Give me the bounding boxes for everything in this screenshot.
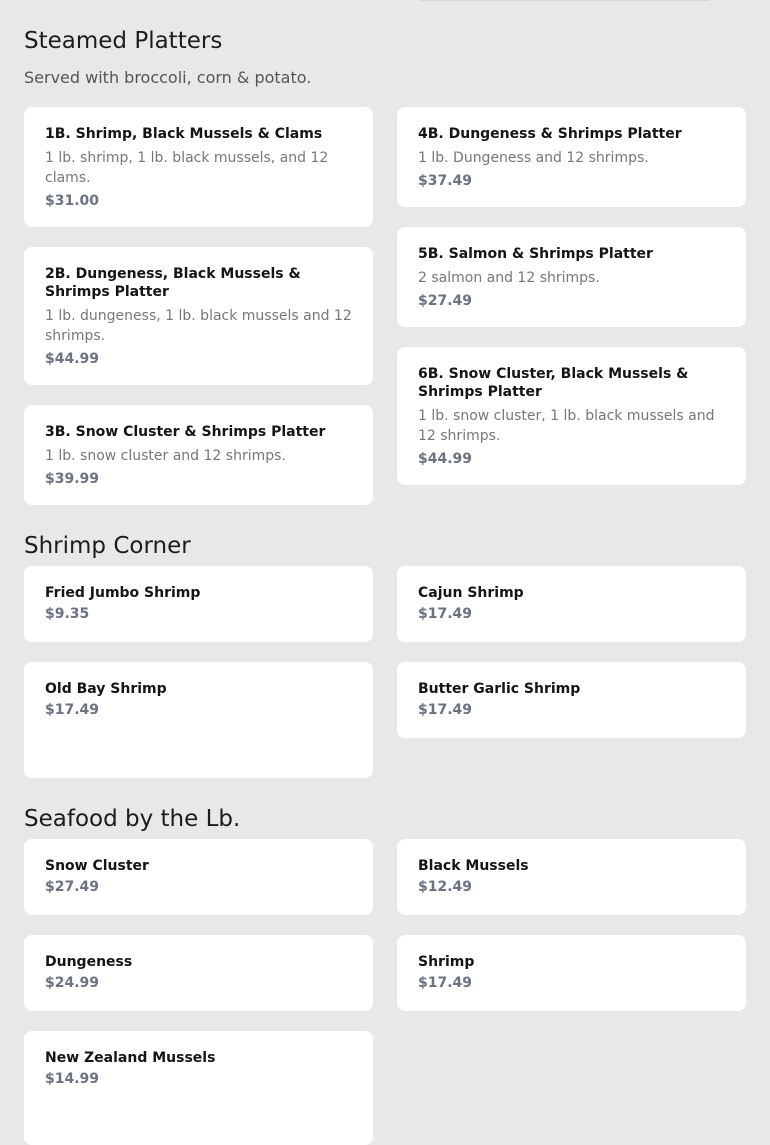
item-name: Fried Jumbo Shrimp <box>45 585 201 601</box>
menu-item-card[interactable] <box>397 347 746 485</box>
menu-item-card[interactable] <box>397 227 746 327</box>
item-name: 5B. Salmon & Shrimps Platter <box>418 246 653 262</box>
item-name: 2B. Dungeness, Black Mussels & Shrimps Platter <box>45 266 301 300</box>
item-price: $12.49 <box>418 879 473 895</box>
item-price: $24.99 <box>45 975 100 991</box>
divider <box>420 0 710 1</box>
item-name: Butter Garlic Shrimp <box>418 681 581 697</box>
item-name: 1B. Shrimp, Black Mussels & Clams <box>45 126 323 142</box>
item-price: $37.49 <box>418 173 473 189</box>
section-title-steamed-platters: Steamed Platters <box>24 28 223 54</box>
menu-item-card[interactable] <box>397 839 746 915</box>
item-description: 1 lb. Dungeness and 12 shrimps. <box>418 150 649 166</box>
menu-item-card[interactable] <box>24 405 373 505</box>
item-price: $9.35 <box>45 606 90 622</box>
item-name: Dungeness <box>45 954 133 970</box>
section-subtitle: Served with broccoli, corn & potato. <box>24 68 312 87</box>
menu-item-card[interactable] <box>24 566 373 642</box>
item-price: $17.49 <box>418 606 473 622</box>
item-description: 1 lb. snow cluster, 1 lb. black mussels and 12 shrimps. <box>418 408 715 444</box>
item-price: $39.99 <box>45 471 100 487</box>
item-price: $27.49 <box>418 293 473 309</box>
item-name: Old Bay Shrimp <box>45 681 167 697</box>
menu-item-card[interactable] <box>397 107 746 207</box>
item-name: Black Mussels <box>418 858 529 874</box>
menu-item-card[interactable] <box>24 839 373 915</box>
menu-item-card[interactable] <box>24 662 373 778</box>
menu-item-card[interactable] <box>24 935 373 1011</box>
item-description: 2 salmon and 12 shrimps. <box>418 270 600 286</box>
item-price: $14.99 <box>45 1071 100 1087</box>
menu-item-card[interactable] <box>24 1031 373 1145</box>
menu-item-card[interactable] <box>24 107 373 227</box>
item-name: New Zealand Mussels <box>45 1050 216 1066</box>
item-price: $17.49 <box>45 702 100 718</box>
menu-item-card[interactable] <box>24 247 373 385</box>
item-name: Snow Cluster <box>45 858 149 874</box>
menu-item-card[interactable] <box>397 935 746 1011</box>
menu-item-card[interactable] <box>397 662 746 738</box>
item-price: $31.00 <box>45 193 100 209</box>
section-title-shrimp-corner: Shrimp Corner <box>24 533 191 559</box>
item-name: 3B. Snow Cluster & Shrimps Platter <box>45 424 326 440</box>
item-description: 1 lb. dungeness, 1 lb. black mussels and 12 shrimps. <box>45 308 352 344</box>
menu-item-card[interactable] <box>397 566 746 642</box>
item-price: $17.49 <box>418 702 473 718</box>
section-title-seafood-by-the-lb: Seafood by the Lb. <box>24 806 241 832</box>
item-price: $27.49 <box>45 879 100 895</box>
item-description: 1 lb. snow cluster and 12 shrimps. <box>45 448 286 464</box>
item-description: 1 lb. shrimp, 1 lb. black mussels, and 12 clams. <box>45 150 329 186</box>
item-name: Shrimp <box>418 954 475 970</box>
item-price: $17.49 <box>418 975 473 991</box>
item-name: 4B. Dungeness & Shrimps Platter <box>418 126 682 142</box>
item-name: Cajun Shrimp <box>418 585 524 601</box>
item-name: 6B. Snow Cluster, Black Mussels & Shrimps Platter <box>418 366 689 400</box>
item-price: $44.99 <box>45 351 100 367</box>
item-price: $44.99 <box>418 451 473 467</box>
